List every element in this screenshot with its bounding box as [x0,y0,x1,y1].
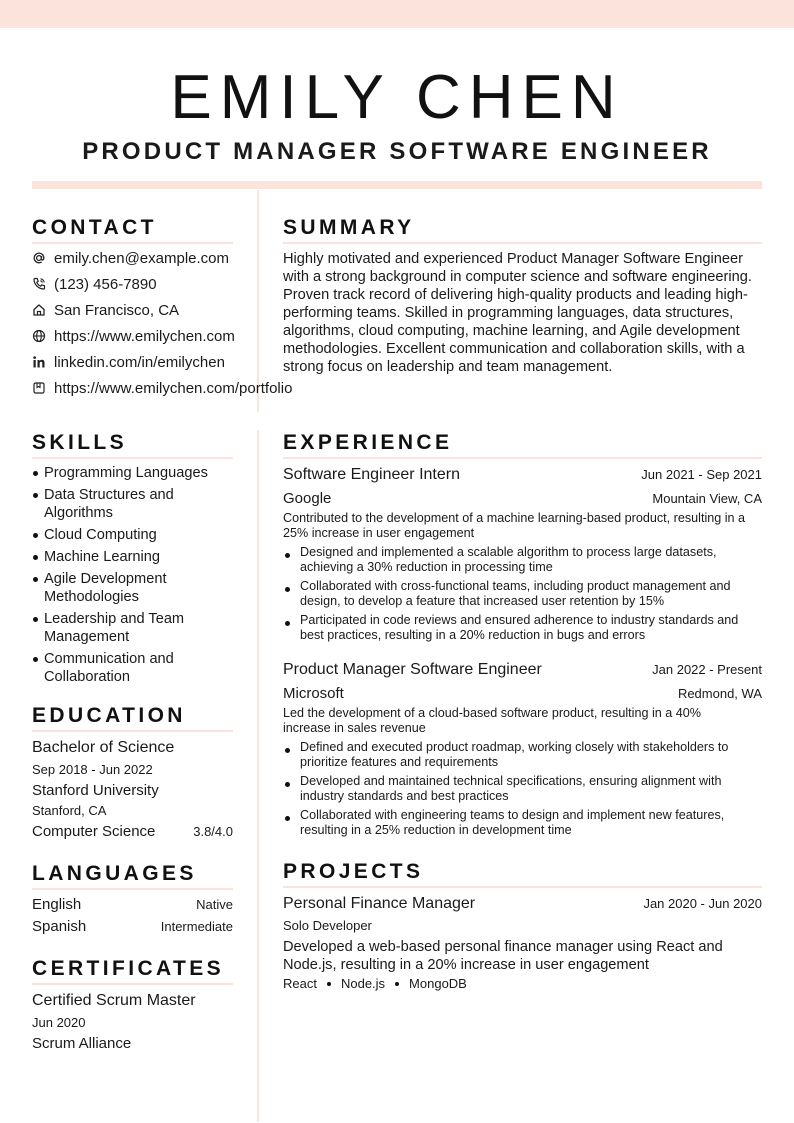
job-dates: Jan 2022 - Present [652,662,762,677]
candidate-name: EMILY CHEN [170,63,624,132]
contact-email-text: emily.chen@example.com [54,249,230,267]
education-gpa: 3.8/4.0 [193,824,233,839]
home-icon [32,303,46,317]
job-bullets [283,545,753,647]
contact-portfolio-text: https://www.emilychen.com/portfolio [54,379,293,397]
globe-icon [32,329,46,343]
education-heading: EDUCATION [32,703,233,732]
job-company: Google [283,490,332,507]
contact-linkedin-text: linkedin.com/in/emilychen [54,353,225,371]
top-accent-band [0,0,794,28]
job-role: Software Engineer Intern [283,466,460,483]
languages-heading: LANGUAGES [32,861,233,890]
education-degree: Bachelor of Science [32,739,175,756]
skills-heading: SKILLS [32,430,233,459]
skill-item: Data Structures and Algorithms [32,486,237,522]
project-tech-stack [283,976,467,991]
tech-tag: MongoDB [409,976,467,991]
skill-item: Programming Languages [32,464,237,482]
certificate-issuer: Scrum Alliance [32,1035,132,1052]
job-dates: Jun 2021 - Sep 2021 [641,467,762,482]
job-description: Contributed to the development of a machine learning-based product, resulting in a 25% increase in user engagement [283,511,746,540]
contact-location [32,299,179,321]
job-bullet: Designed and implemented a scalable algorithm to process large datasets, achieving a 30% reduction in processing time [283,545,753,575]
language-level: Native [196,897,233,912]
job-location: Redmond, WA [677,686,762,701]
contact-phone-text: (123) 456-7890 [54,275,157,293]
phone-icon [32,277,46,291]
job-location: Mountain View, CA [652,491,762,506]
linkedin-icon [32,355,46,369]
candidate-title: PRODUCT MANAGER SOFTWARE ENGINEER [82,138,712,165]
education-dates: Sep 2018 - Jun 2022 [32,762,153,777]
certificates-heading: CERTIFICATES [32,956,233,985]
project-description: Developed a web-based personal finance manager using React and Node.js, resulting in a 20% increase in user engagement [283,939,723,973]
tech-tag: React [283,976,317,991]
contact-heading: CONTACT [32,215,233,244]
job-company: Microsoft [283,685,344,702]
language-name: Spanish [32,918,87,935]
portfolio-icon [32,381,46,395]
skill-item: Machine Learning [32,548,237,566]
experience-heading: EXPERIENCE [283,430,762,459]
project-role: Solo Developer [283,918,372,933]
skill-item: Agile Development Methodologies [32,570,237,606]
projects-heading: PROJECTS [283,859,762,888]
job-bullet: Defined and executed product roadmap, working closely with stakeholders to prioritize features and requirements [283,740,753,770]
language-name: English [32,896,82,913]
column-divider-bottom [257,430,259,1122]
education-field: Computer Science [32,823,156,840]
language-level: Intermediate [160,919,233,934]
job-bullet: Participated in code reviews and ensured adherence to industry standards and best practices, resulting in a 20% reduction in bugs and errors [283,613,753,643]
summary-text: Highly motivated and experienced Product Manager Software Engineer with a strong background in computer science and software engineering. Proven track record of delivering high-quality products and leading high-performing teams. Skilled in programming languages, data structures, algorithms, cloud computing, machine learning, and Agile development methodologies. Excellent communication and collaboration skills, with a strong focus on leadership and team management. [283,251,752,375]
skill-item: Communication and Collaboration [32,650,237,686]
contact-location-text: San Francisco, CA [54,301,180,319]
contact-portfolio[interactable] [32,377,292,399]
job-description: Led the development of a cloud-based software product, resulting in a 40% increase in sales revenue [283,706,701,735]
certificate-date: Jun 2020 [32,1015,86,1030]
skill-item: Cloud Computing [32,526,237,544]
skills-list [32,464,237,690]
job-bullet: Developed and maintained technical specifications, ensuring alignment with industry standards and best practices [283,774,753,804]
tech-tag: Node.js [340,976,386,991]
job-bullet: Collaborated with engineering teams to design and implement new features, resulting in a 25% reduction in development time [283,808,753,838]
certificate-name: Certified Scrum Master [32,992,196,1009]
contact-linkedin[interactable] [32,351,225,373]
project-dates: Jan 2020 - Jun 2020 [643,896,762,911]
skill-item: Leadership and Team Management [32,610,237,646]
at-icon [32,251,46,265]
project-name: Personal Finance Manager [283,895,476,912]
contact-email[interactable] [32,247,229,269]
education-location: Stanford, CA [32,803,107,818]
summary-heading: SUMMARY [283,215,762,244]
header-divider [32,181,762,189]
contact-website-text: https://www.emilychen.com [54,327,235,345]
tech-separator [327,982,331,986]
job-bullet: Collaborated with cross-functional teams, including product management and design, to develop a feature that increased user retention by 15% [283,579,753,609]
tech-separator [395,982,399,986]
education-school: Stanford University [32,782,159,799]
job-role: Product Manager Software Engineer [283,661,542,678]
contact-website[interactable] [32,325,235,347]
job-bullets [283,740,753,842]
contact-phone[interactable] [32,273,157,295]
